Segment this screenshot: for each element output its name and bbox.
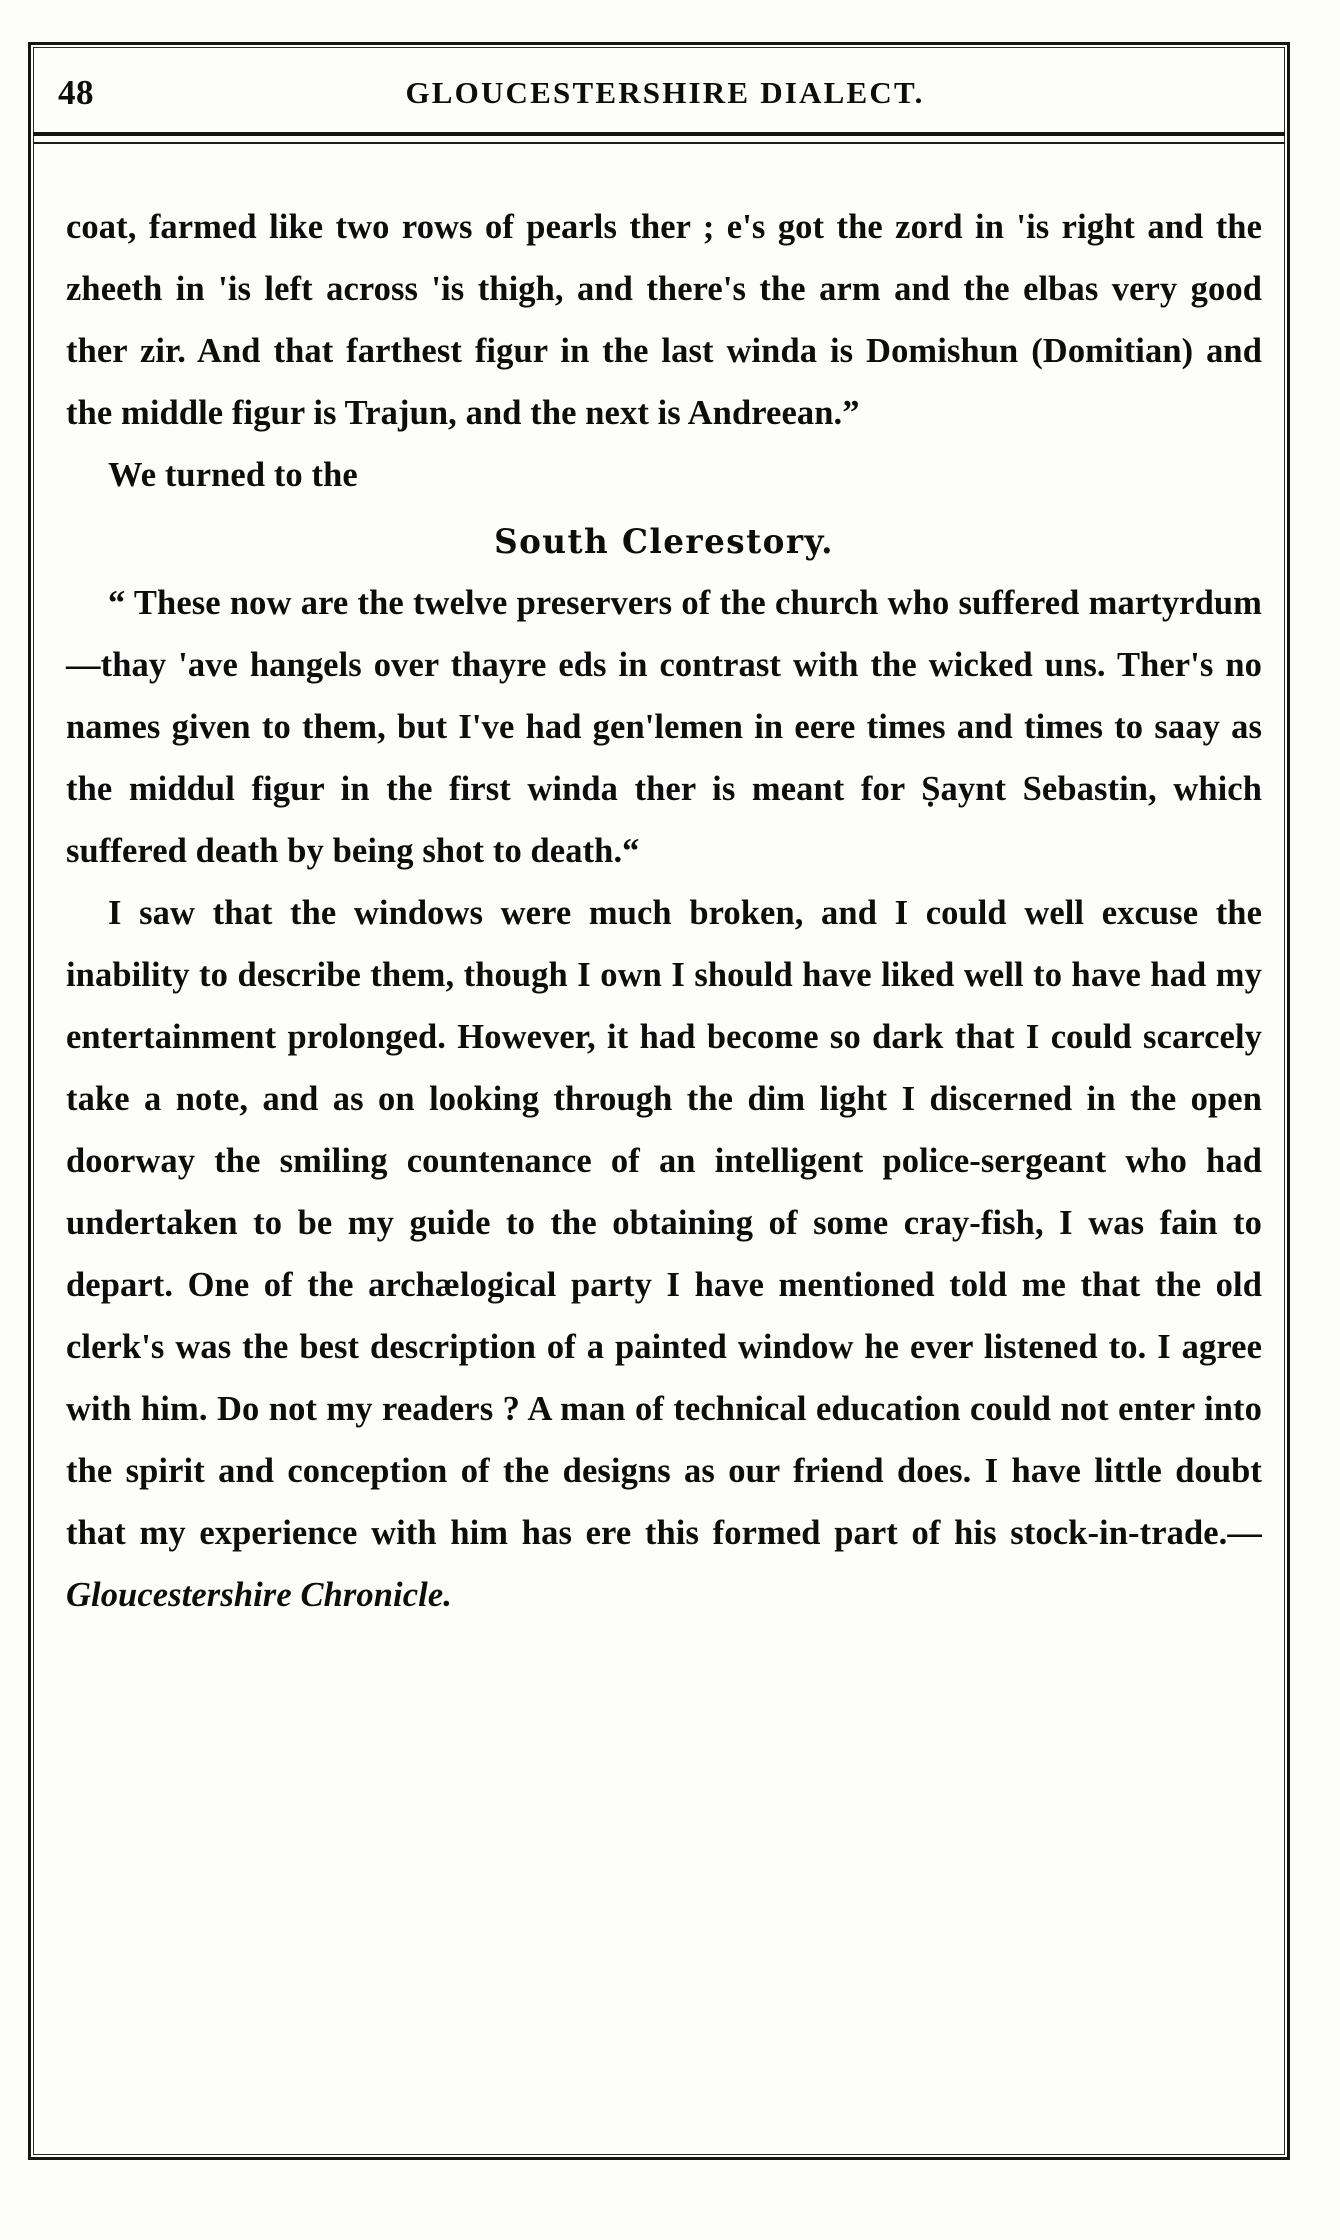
- paragraph-continued-clerk-speech: coat, farmed like two rows of pearls ther ; e's got the zord in 'is right and the zheeth in 'is left across 'is thigh, and there's the arm and the elbas very good ther zir. And that farthest figur in the last winda is Domishun (Domitian) and the middle figur is Trajun, and the next is Andreean.”: [66, 208, 1262, 432]
- paragraph-windows-broken-text: I saw that the windows were much broken, and I could well excuse the inability to describe them, though I own I should have liked well to have had my entertainment prolonged. However, it had become so dark that I could scarcely take a note, and as on looking through the dim light I discerned in the open doorway the smiling countenance of an intelligent police-sergeant who had undertaken to be my guide to the obtaining of some cray-fish, I was fain to depart. One of the archælogical party I have mentioned told me that the old clerk's was the best description of a painted window he ever listened to. I agree with him. Do not my readers ? A man of technical education could not enter into the spirit and conception of the designs as our friend does. I have little doubt that my experience with him has ere this formed part of his: [66, 894, 1262, 1552]
- text-column: [66, 196, 1262, 1626]
- paragraph-clerestory-speech: “ These now are the twelve preservers of the church who suffered martyrdum—thay 'ave hangels over thayre eds in contrast with the wicked uns. Ther's no names given to them, but I've had gen'lemen in eere times and times to saay as the middul figur in the first winda ther is meant for Ṣaynt Sebastin, which suffered death by being shot to death.“: [66, 584, 1262, 870]
- section-subhead: [66, 522, 1262, 562]
- header-rule-thick: [33, 132, 1285, 136]
- header-rule-thin: [33, 142, 1285, 144]
- paragraph-windows-broken: [66, 882, 1262, 1626]
- source-citation: Gloucestershire Chronicle.: [66, 1576, 452, 1614]
- page-number: 48: [58, 73, 94, 112]
- running-title: GLOUCESTERSHIRE DIALECT.: [405, 75, 925, 110]
- stock-in-trade-phrase: stock-in-trade.—: [1010, 1514, 1262, 1552]
- section-subhead-text: South Clerestory.: [494, 522, 834, 562]
- paragraph-we-turned: We turned to the: [108, 456, 358, 494]
- running-head: [50, 62, 1272, 124]
